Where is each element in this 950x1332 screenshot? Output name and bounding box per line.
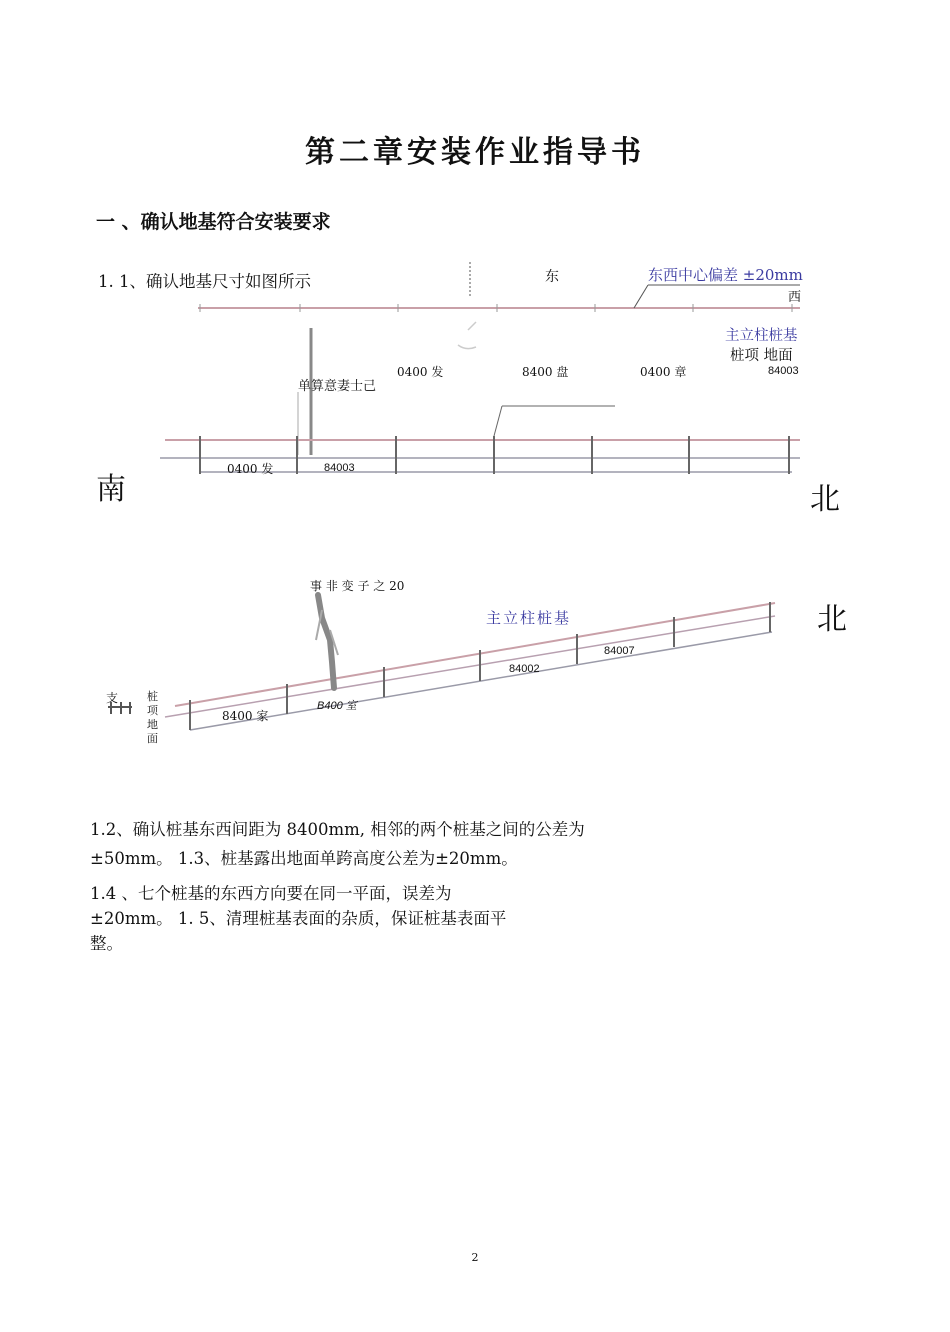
angled-pole bbox=[318, 595, 334, 688]
item-1-1-text: 1. 1、确认地基尺寸如图所示 bbox=[98, 272, 311, 291]
paragraph-1-2-line-2: ±50mm。 1.3、桩基露出地面单跨高度公差为±20mm。 bbox=[90, 849, 518, 868]
paragraph-1-4-line-3: 整。 bbox=[90, 934, 123, 953]
paragraph-1-2-line-1: 1.2、确认桩基东西间距为 8400mm, 相邻的两个桩基之间的公差为 bbox=[90, 820, 585, 839]
dim-label-b: 8400 盘 bbox=[522, 365, 569, 379]
support-label: 支 bbox=[106, 691, 119, 705]
paragraph-1-4-line-2: ±20mm。 1. 5、清理桩基表面的杂质，保证桩基表面平 bbox=[90, 909, 507, 928]
page-title: 第二章安装作业指导书 bbox=[305, 135, 645, 170]
dim-label-i: B400 室 bbox=[317, 700, 357, 712]
tolerance-leader-line bbox=[634, 285, 648, 308]
north-label-1: 北 bbox=[810, 482, 840, 517]
south-label: 南 bbox=[96, 472, 126, 507]
pile-ground-label-top: 桩项 地面 bbox=[730, 348, 793, 364]
main-pile-label-top: 主立柱桩基 bbox=[725, 328, 798, 344]
dim-label-f: 84003 bbox=[324, 462, 355, 474]
dim-label-j: 8400 家 bbox=[222, 709, 269, 723]
pile-ground-label-vertical: 桩 项 地 面 bbox=[147, 690, 158, 745]
paragraph-1-4-line-1: 1.4 、七个桩基的东西方向要在同一平面，误差为 bbox=[90, 884, 452, 903]
slanted-rail-top bbox=[175, 603, 775, 706]
dim-label-e: 0400 发 bbox=[227, 462, 274, 476]
dim-label-g: 84007 bbox=[604, 645, 635, 657]
page-number: 2 bbox=[471, 1251, 479, 1264]
slanted-rail-mid bbox=[165, 616, 775, 717]
dim-label-a: 0400 发 bbox=[397, 365, 444, 379]
pole-annotation: 事 非 变 子 之 20 bbox=[310, 579, 405, 593]
east-label: 东 bbox=[545, 269, 559, 285]
section-heading: 一 、确认地基符合安装要求 bbox=[96, 211, 331, 233]
tolerance-label: 东西中心偏差 ±20mm bbox=[648, 266, 803, 284]
dim-label-d: 84003 bbox=[768, 365, 799, 377]
west-label: 西 bbox=[788, 290, 802, 305]
left-annotation: 单算意妻士己 bbox=[298, 379, 377, 394]
north-label-2: 北 bbox=[817, 602, 847, 637]
main-pile-label-mid: 主立柱桩基 bbox=[486, 609, 572, 627]
dim-label-h: 84002 bbox=[509, 663, 540, 675]
dim-label-c: 0400 章 bbox=[640, 365, 687, 379]
